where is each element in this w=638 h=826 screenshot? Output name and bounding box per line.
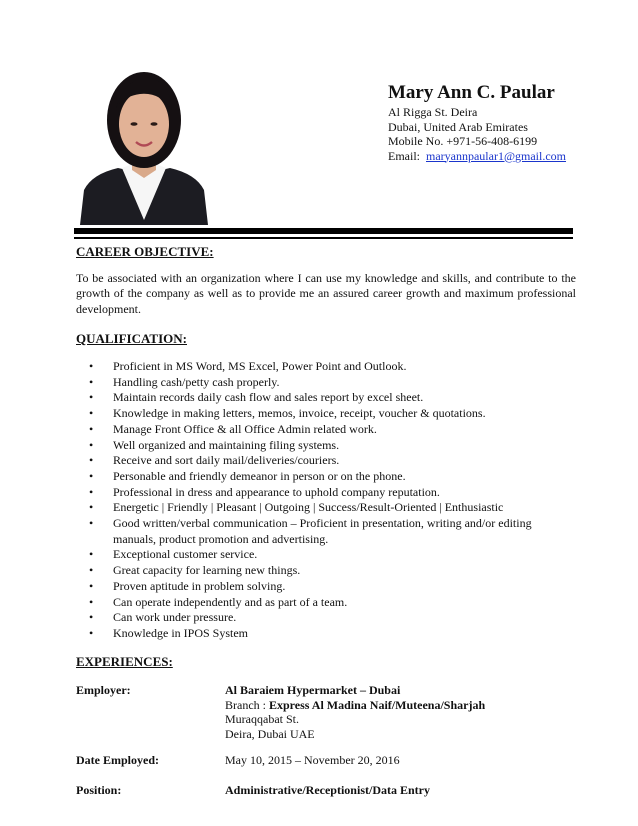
list-item: • Energetic | Friendly | Pleasant | Outgoing | Success/Result-Oriented | Enthusiastic <box>76 500 576 516</box>
list-item: • Great capacity for learning new things. <box>76 563 576 579</box>
mobile-number: Mobile No. +971-56-408-6199 <box>388 134 538 148</box>
list-item: • Can operate independently and as part of a team. <box>76 595 576 611</box>
applicant-name: Mary Ann C. Paular <box>388 82 555 103</box>
email-link[interactable]: maryannpaular1@gmail.com <box>426 148 567 163</box>
list-item: • Maintain records daily cash flow and sales report by excel sheet. <box>76 390 576 406</box>
employer-label: Employer: <box>76 683 131 697</box>
address-line-1: Al Rigga St. Deira <box>388 105 478 119</box>
list-item: • Knowledge in making letters, memos, invoice, receipt, voucher & quotations. <box>76 406 576 422</box>
branch-name: Express Al Madina Naif/Muteena/Sharjah <box>269 697 486 712</box>
list-item: • Well organized and maintaining filing systems. <box>76 438 576 454</box>
email-label: Email: <box>388 148 420 163</box>
email-line <box>388 149 618 164</box>
header-divider-thick <box>74 228 573 234</box>
address-line-2: Dubai, United Arab Emirates <box>388 119 528 134</box>
list-item: • Can work under pressure. <box>76 610 576 626</box>
list-item: • Good written/verbal communication – Proficient in presentation, writing and/or editing manuals, product promotion and advertising. <box>76 516 576 547</box>
date-employed-label: Date Employed: <box>76 753 159 767</box>
experiences-heading: EXPERIENCES: <box>76 654 173 669</box>
position-label: Position: <box>76 783 122 797</box>
career-objective-heading: CAREER OBJECTIVE: <box>76 244 214 259</box>
qualification-list <box>76 359 576 642</box>
profile-photo <box>70 50 218 225</box>
employer-city: Deira, Dubai UAE <box>225 727 315 742</box>
position-value: Administrative/Receptionist/Data Entry <box>225 783 430 797</box>
header-divider-thin <box>74 237 573 239</box>
branch-prefix: Branch : <box>225 697 269 712</box>
list-item: • Handling cash/petty cash properly. <box>76 375 576 391</box>
list-item: • Knowledge in IPOS System <box>76 626 576 642</box>
employer-details <box>225 683 485 742</box>
branch-line <box>225 698 485 713</box>
list-item: • Personable and friendly demeanor in person or on the phone. <box>76 469 576 485</box>
employer-name: Al Baraiem Hypermarket – Dubai <box>225 683 401 697</box>
career-objective-text: To be associated with an organization where I can use my knowledge and skills, and contribute to the growth of the company as well as to provide me an assured career growth and maximum professional development. <box>76 271 576 316</box>
contact-header <box>388 82 618 163</box>
list-item: • Proven aptitude in problem solving. <box>76 579 576 595</box>
date-employed-value: May 10, 2015 – November 20, 2016 <box>225 753 400 767</box>
list-item: • Proficient in MS Word, MS Excel, Power Point and Outlook. <box>76 359 576 375</box>
list-item: • Receive and sort daily mail/deliveries/couriers. <box>76 453 576 469</box>
list-item: • Exceptional customer service. <box>76 547 576 563</box>
qualification-heading: QUALIFICATION: <box>76 331 187 346</box>
list-item: • Professional in dress and appearance to uphold company reputation. <box>76 485 576 501</box>
employer-street: Muraqqabat St. <box>225 712 299 727</box>
list-item: • Manage Front Office & all Office Admin related work. <box>76 422 576 438</box>
